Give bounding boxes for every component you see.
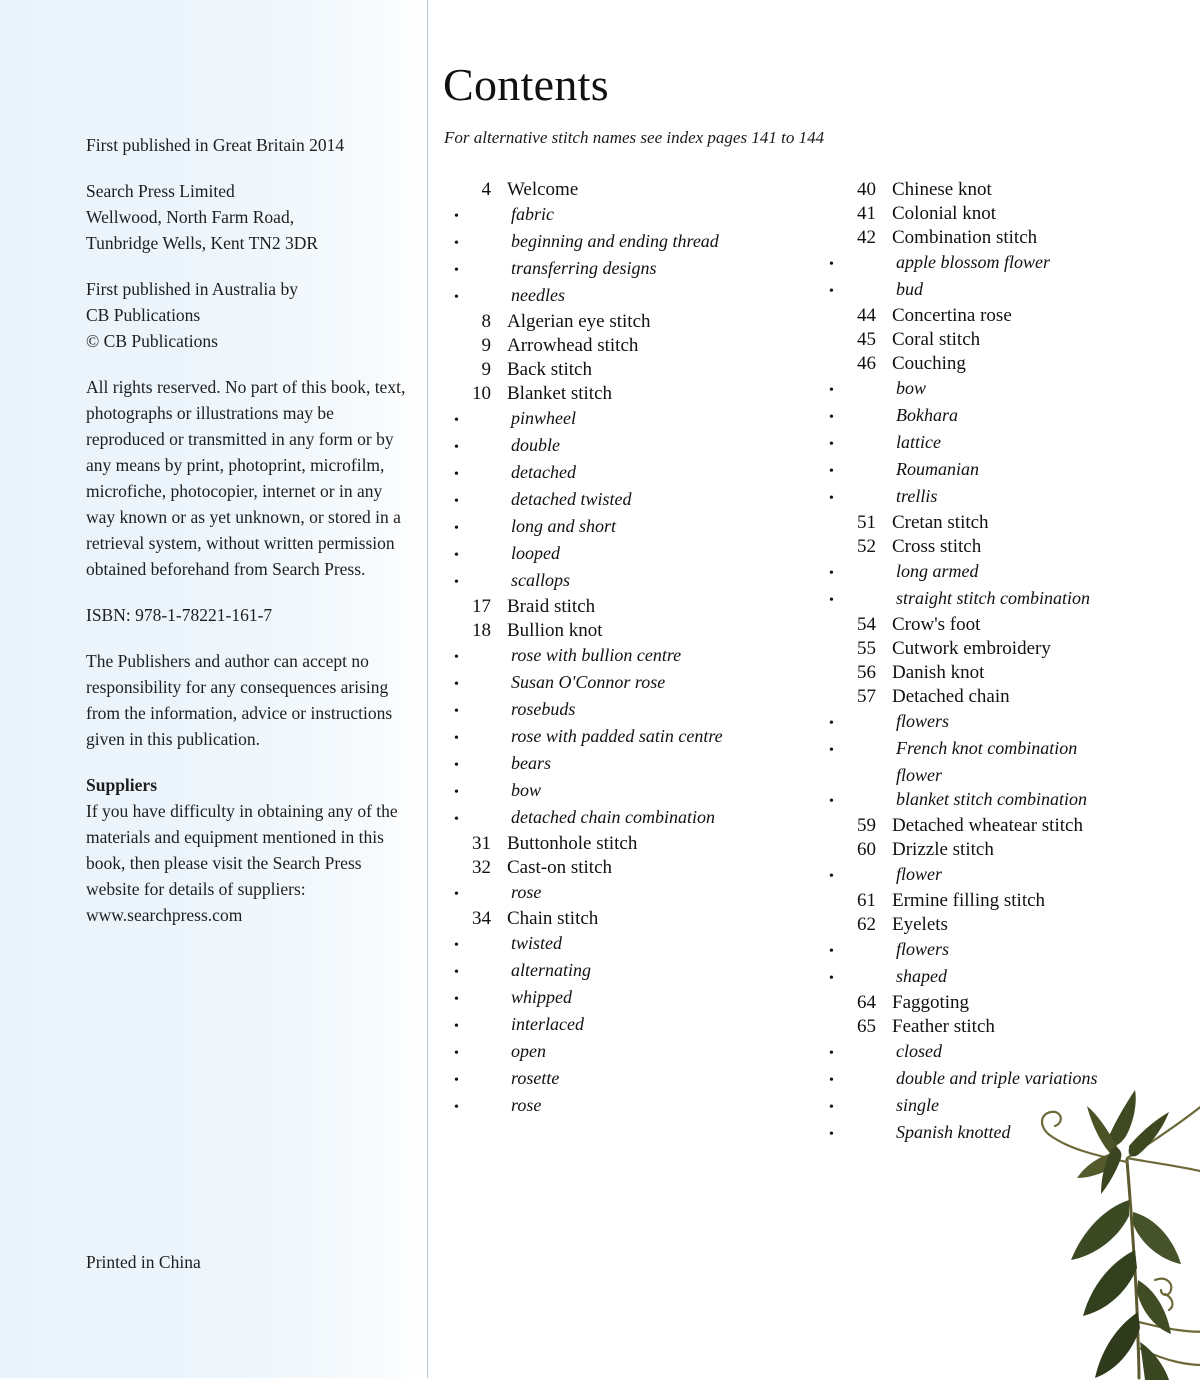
all-rights-reserved: All rights reserved. No part of this book, text, photographs or illustrations may be reproduced or transmitted in any form or by any means by print, photoprint, microfilm, microfiche, photocopier, internet or in any way known or as yet unknown, or stored in a retrieval system, without written permission obtained beforehand from Search Press.: [86, 377, 406, 579]
toc-entry-title: Danish knot: [892, 662, 985, 683]
toc-subentry-label: rose with padded satin centre: [511, 726, 723, 746]
toc-subentry-label: rosette: [511, 1068, 560, 1088]
bullet-icon: •: [454, 731, 459, 746]
first-published-uk: First published in Great Britain 2014: [86, 135, 345, 155]
toc-subentry[interactable]: [439, 880, 814, 907]
toc-entry-page: 64: [857, 992, 876, 1013]
toc-entry[interactable]: [814, 613, 1199, 637]
toc-entry[interactable]: [814, 304, 1199, 328]
toc-subentry-label: flowers: [896, 711, 950, 731]
toc-entry-title: Ermine filling stitch: [892, 890, 1046, 911]
toc-subentry-gutter: [439, 202, 491, 229]
toc-subentry-gutter: [439, 697, 491, 724]
toc-subentry-gutter: [814, 1066, 876, 1093]
toc-column-1: [429, 178, 814, 1147]
toc-subentry-label: rose with bullion centre: [511, 645, 682, 665]
toc-subentry[interactable]: [439, 541, 814, 568]
toc-subentry-gutter: [439, 514, 491, 541]
toc-entry[interactable]: [814, 889, 1199, 913]
toc-entry-page: 51: [857, 512, 876, 533]
toc-subentry-gutter: [439, 433, 491, 460]
toc-entry-page: 60: [857, 839, 876, 860]
toc-entry-page: 9: [481, 359, 491, 380]
toc-subentry[interactable]: [814, 736, 1199, 763]
bullet-icon: •: [829, 566, 834, 581]
toc-subentry-label: twisted: [511, 933, 563, 953]
toc-subentry[interactable]: [439, 670, 814, 697]
toc-subentry-gutter: [814, 787, 876, 814]
publisher-name: Search Press Limited: [86, 181, 235, 201]
toc-subentry-gutter: [439, 283, 491, 310]
toc-subentry-label: alternating: [511, 960, 591, 980]
toc-subentry-label: long and short: [511, 516, 617, 536]
toc-entry[interactable]: [814, 1015, 1199, 1039]
contents-note: For alternative stitch names see index pages 141 to 144: [444, 128, 825, 147]
bullet-icon: •: [829, 464, 834, 479]
toc-subentry-gutter: [439, 880, 491, 907]
toc-subentry[interactable]: [439, 778, 814, 805]
toc-subentry-gutter: [439, 751, 491, 778]
toc-subentry-gutter: [814, 403, 876, 430]
publisher-disclaimer: The Publishers and author can accept no responsibility for any consequences arising from the information, advice or instructions given in this publication.: [86, 651, 393, 749]
toc-subentry-gutter: [439, 643, 491, 670]
toc-subentry[interactable]: [439, 460, 814, 487]
toc-entry[interactable]: [439, 358, 814, 382]
toc-subentry[interactable]: [439, 1039, 814, 1066]
toc-subentry[interactable]: [439, 985, 814, 1012]
toc-columns: [429, 178, 1200, 1147]
toc-subentry-gutter: [439, 487, 491, 514]
toc-subentry[interactable]: [814, 709, 1199, 736]
imprint-panel: [0, 0, 428, 1378]
toc-entry[interactable]: [814, 352, 1199, 376]
toc-column-2: [814, 178, 1199, 1147]
toc-subentry-label: French knot combination: [896, 738, 1078, 758]
bullet-icon: •: [829, 284, 834, 299]
toc-entry-title: Bullion knot: [507, 620, 603, 641]
toc-subentry-gutter: [814, 736, 876, 763]
toc-entry[interactable]: [814, 814, 1199, 838]
toc-entry-page: 8: [481, 311, 491, 332]
bullet-icon: •: [454, 521, 459, 536]
toc-subentry-gutter: [814, 250, 876, 277]
toc-entry-title: Chinese knot: [892, 179, 992, 200]
toc-entry-title: Drizzle stitch: [892, 839, 994, 860]
bullet-icon: •: [454, 704, 459, 719]
suppliers-heading: Suppliers: [86, 775, 157, 795]
toc-subentry-gutter: [439, 985, 491, 1012]
toc-subentry[interactable]: [814, 484, 1199, 511]
toc-subentry-label: single: [896, 1095, 939, 1115]
bullet-icon: •: [454, 467, 459, 482]
bullet-icon: •: [454, 785, 459, 800]
toc-subentry[interactable]: [439, 256, 814, 283]
toc-subentry-gutter: [814, 484, 876, 511]
bullet-icon: •: [454, 494, 459, 509]
toc-subentry[interactable]: [814, 403, 1199, 430]
toc-entry[interactable]: [814, 838, 1199, 862]
toc-subentry-gutter: [814, 1120, 876, 1147]
toc-subentry[interactable]: [814, 376, 1199, 403]
toc-entry-title: Cast-on stitch: [507, 857, 613, 878]
bullet-icon: •: [454, 1073, 459, 1088]
toc-subentry[interactable]: [439, 229, 814, 256]
toc-entry[interactable]: [439, 178, 814, 202]
page-title: Contents: [443, 59, 609, 110]
bullet-icon: •: [829, 794, 834, 809]
toc-entry-page: 65: [857, 1016, 876, 1037]
isbn: ISBN: 978-1-78221-161-7: [86, 605, 273, 625]
toc-subentry-label: long armed: [896, 561, 979, 581]
toc-entry-page: 32: [472, 857, 491, 878]
toc-subentry-gutter: [439, 541, 491, 568]
toc-subentry-label: trellis: [896, 486, 938, 506]
bullet-icon: •: [829, 944, 834, 959]
toc-subentry-gutter: [814, 586, 876, 613]
toc-subentry-gutter: [439, 1093, 491, 1120]
toc-entry-title: Cretan stitch: [892, 512, 989, 533]
toc-subentry-gutter: [814, 457, 876, 484]
toc-subentry[interactable]: [814, 787, 1199, 814]
toc-subentry-label: detached: [511, 462, 576, 482]
toc-subentry[interactable]: [814, 964, 1199, 991]
bullet-icon: •: [454, 575, 459, 590]
toc-subentry[interactable]: [439, 724, 814, 751]
toc-entry-title: Cutwork embroidery: [892, 638, 1051, 659]
bullet-icon: •: [829, 716, 834, 731]
suppliers-text: [86, 798, 406, 928]
toc-subentry-label: closed: [896, 1041, 942, 1061]
toc-subentry-label: Roumanian: [896, 459, 979, 479]
publisher-city: Tunbridge Wells, Kent TN2 3DR: [86, 233, 319, 253]
toc-subentry[interactable]: [814, 457, 1199, 484]
toc-subentry[interactable]: [439, 487, 814, 514]
toc-entry-page: 40: [857, 179, 876, 200]
toc-entry-page: 55: [857, 638, 876, 659]
toc-entry[interactable]: [439, 334, 814, 358]
toc-subentry-label: flowers: [896, 939, 950, 959]
toc-entry-title: Couching: [892, 353, 966, 374]
toc-entry-page: 41: [857, 203, 876, 224]
toc-subentry[interactable]: [814, 763, 1199, 787]
toc-entry-title: Back stitch: [507, 359, 592, 380]
toc-subentry[interactable]: [439, 1012, 814, 1039]
toc-subentry-gutter: [439, 1012, 491, 1039]
bullet-icon: •: [829, 437, 834, 452]
australia-line-2: CB Publications: [86, 305, 201, 325]
toc-subentry-label: lattice: [896, 432, 941, 452]
toc-subentry-label: transferring designs: [511, 258, 657, 278]
toc-subentry-gutter: [439, 256, 491, 283]
toc-entry-page: 56: [857, 662, 876, 683]
toc-entry[interactable]: [439, 856, 814, 880]
toc-subentry-gutter: [814, 376, 876, 403]
toc-subentry[interactable]: [439, 283, 814, 310]
toc-subentry[interactable]: [814, 430, 1199, 457]
toc-subentry[interactable]: [439, 433, 814, 460]
toc-subentry[interactable]: [439, 805, 814, 832]
bullet-icon: •: [829, 869, 834, 884]
australia-publisher: [86, 276, 406, 354]
toc-entry[interactable]: [439, 382, 814, 406]
toc-subentry-label: bow: [896, 378, 927, 398]
toc-subentry-gutter: [439, 229, 491, 256]
toc-subentry-label: bow: [511, 780, 542, 800]
toc-entry[interactable]: [814, 328, 1199, 352]
toc-entry[interactable]: [814, 685, 1199, 709]
toc-subentry-label: rosebuds: [511, 699, 576, 719]
bullet-icon: •: [454, 650, 459, 665]
toc-subentry-gutter: [439, 568, 491, 595]
toc-entry-page: 57: [857, 686, 876, 707]
bullet-icon: •: [454, 209, 459, 224]
toc-subentry[interactable]: [439, 202, 814, 229]
toc-subentry[interactable]: [814, 1093, 1199, 1120]
toc-entry-page: 34: [472, 908, 491, 929]
bullet-icon: •: [829, 971, 834, 986]
toc-subentry-label: fabric: [511, 204, 554, 224]
toc-subentry-gutter: [439, 406, 491, 433]
toc-entry[interactable]: [814, 178, 1199, 202]
toc-entry-title: Coral stitch: [892, 329, 981, 350]
toc-entry-title: Chain stitch: [507, 908, 599, 929]
toc-subentry[interactable]: [439, 697, 814, 724]
toc-subentry-gutter: [439, 460, 491, 487]
bullet-icon: •: [829, 491, 834, 506]
toc-subentry-label: scallops: [511, 570, 571, 590]
toc-entry[interactable]: [814, 202, 1199, 226]
toc-subentry-label: flower: [896, 765, 943, 785]
toc-subentry[interactable]: [439, 931, 814, 958]
toc-subentry-gutter: [439, 1039, 491, 1066]
bullet-icon: •: [454, 812, 459, 827]
imprint-text-block: [86, 132, 406, 948]
toc-subentry-label: detached chain combination: [511, 807, 715, 827]
toc-subentry-label: double: [511, 435, 560, 455]
toc-subentry-label: Susan O'Connor rose: [511, 672, 666, 692]
toc-entry-title: Detached chain: [892, 686, 1010, 707]
toc-subentry[interactable]: [439, 514, 814, 541]
toc-entry-title: Welcome: [507, 179, 579, 200]
toc-subentry-label: whipped: [511, 987, 572, 1007]
toc-subentry[interactable]: [814, 559, 1199, 586]
toc-entry-title: Algerian eye stitch: [507, 311, 651, 332]
toc-entry-title: Feather stitch: [892, 1016, 995, 1037]
bullet-icon: •: [454, 290, 459, 305]
bullet-icon: •: [829, 383, 834, 398]
toc-subentry-label: apple blossom flower: [896, 252, 1051, 272]
toc-subentry-label: blanket stitch combination: [896, 789, 1087, 809]
bullet-icon: •: [454, 677, 459, 692]
toc-entry-title: Faggoting: [892, 992, 970, 1013]
toc-subentry-gutter: [439, 805, 491, 832]
toc-subentry[interactable]: [814, 1066, 1199, 1093]
toc-entry-title: Crow's foot: [892, 614, 981, 635]
toc-subentry[interactable]: [814, 277, 1199, 304]
toc-subentry[interactable]: [439, 1066, 814, 1093]
suppliers-url: www.searchpress.com: [86, 905, 243, 925]
bullet-icon: •: [454, 938, 459, 953]
bullet-icon: •: [829, 1046, 834, 1061]
toc-subentry-gutter: [814, 559, 876, 586]
toc-subentry[interactable]: [814, 1120, 1199, 1147]
toc-entry[interactable]: [439, 595, 814, 619]
toc-subentry-label: needles: [511, 285, 565, 305]
bullet-icon: •: [829, 593, 834, 608]
toc-subentry[interactable]: [814, 937, 1199, 964]
bullet-icon: •: [454, 263, 459, 278]
toc-subentry-label: interlaced: [511, 1014, 584, 1034]
toc-subentry-gutter: [814, 277, 876, 304]
toc-entry-title: Concertina rose: [892, 305, 1012, 326]
bullet-icon: •: [829, 257, 834, 272]
toc-entry-page: 42: [857, 227, 876, 248]
toc-subentry-gutter: [814, 709, 876, 736]
bullet-icon: •: [829, 1073, 834, 1088]
bullet-icon: •: [454, 548, 459, 563]
toc-subentry-gutter: [814, 937, 876, 964]
toc-subentry[interactable]: [439, 1093, 814, 1120]
toc-subentry-label: Spanish knotted: [896, 1122, 1011, 1142]
toc-entry-page: 10: [472, 383, 491, 404]
bullet-icon: •: [829, 743, 834, 758]
toc-subentry[interactable]: [439, 568, 814, 595]
bullet-icon: •: [454, 1019, 459, 1034]
toc-subentry-gutter: [814, 1093, 876, 1120]
toc-subentry-label: open: [511, 1041, 546, 1061]
toc-subentry[interactable]: [814, 250, 1199, 277]
toc-entry-page: 44: [857, 305, 876, 326]
toc-subentry[interactable]: [814, 1039, 1199, 1066]
suppliers-body: If you have difficulty in obtaining any of the materials and equipment mentioned in this book, then please visit the Search Press website for details of suppliers:: [86, 801, 398, 899]
toc-subentry-label: bud: [896, 279, 923, 299]
bullet-icon: •: [454, 1046, 459, 1061]
toc-subentry[interactable]: [439, 751, 814, 778]
toc-entry-title: Buttonhole stitch: [507, 833, 638, 854]
toc-subentry-gutter: [814, 430, 876, 457]
toc-subentry-gutter: [439, 670, 491, 697]
australia-line-1: First published in Australia by: [86, 279, 298, 299]
toc-subentry-gutter: [439, 1066, 491, 1093]
bullet-icon: •: [829, 1127, 834, 1142]
toc-entry[interactable]: [439, 310, 814, 334]
toc-entry-title: Eyelets: [892, 914, 948, 935]
toc-entry-page: 17: [472, 596, 491, 617]
toc-subentry-label: detached twisted: [511, 489, 632, 509]
toc-entry-page: 46: [857, 353, 876, 374]
toc-entry-title: Cross stitch: [892, 536, 982, 557]
toc-subentry-label: pinwheel: [511, 408, 576, 428]
publisher-street: Wellwood, North Farm Road,: [86, 207, 295, 227]
toc-subentry-label: straight stitch combination: [896, 588, 1091, 608]
toc-subentry-label: double and triple variations: [896, 1068, 1098, 1088]
toc-subentry-gutter: [439, 778, 491, 805]
publisher-address: [86, 178, 406, 256]
bullet-icon: •: [454, 887, 459, 902]
toc-entry-page: 31: [472, 833, 491, 854]
toc-subentry-gutter: [814, 964, 876, 991]
toc-entry[interactable]: [814, 661, 1199, 685]
toc-entry-title: Detached wheatear stitch: [892, 815, 1083, 836]
toc-entry-page: 52: [857, 536, 876, 557]
toc-entry-title: Arrowhead stitch: [507, 335, 639, 356]
bullet-icon: •: [829, 1100, 834, 1115]
toc-entry-page: 54: [857, 614, 876, 635]
bullet-icon: •: [454, 440, 459, 455]
toc-entry-title: Colonial knot: [892, 203, 996, 224]
toc-entry-page: 59: [857, 815, 876, 836]
toc-entry[interactable]: [814, 991, 1199, 1015]
toc-entry-page: 4: [481, 179, 491, 200]
toc-entry-page: 18: [472, 620, 491, 641]
toc-subentry-label: flower: [896, 864, 943, 884]
toc-entry-page: 9: [481, 335, 491, 356]
toc-subentry-label: rose: [511, 882, 542, 902]
toc-subentry[interactable]: [439, 958, 814, 985]
bullet-icon: •: [829, 410, 834, 425]
toc-subentry-label: Bokhara: [896, 405, 958, 425]
toc-entry-page: 61: [857, 890, 876, 911]
toc-subentry-gutter: [814, 862, 876, 889]
toc-entry-title: Braid stitch: [507, 596, 596, 617]
toc-subentry-label: rose: [511, 1095, 542, 1115]
toc-subentry[interactable]: [814, 862, 1199, 889]
toc-entry-page: 62: [857, 914, 876, 935]
toc-entry[interactable]: [814, 535, 1199, 559]
toc-entry[interactable]: [814, 913, 1199, 937]
toc-subentry-label: beginning and ending thread: [511, 231, 719, 251]
toc-entry-page: 45: [857, 329, 876, 350]
toc-subentry[interactable]: [814, 586, 1199, 613]
contents-panel: [429, 0, 1200, 1378]
toc-entry-title: Blanket stitch: [507, 383, 613, 404]
toc-entry[interactable]: [814, 637, 1199, 661]
toc-subentry-label: shaped: [896, 966, 947, 986]
toc-subentry[interactable]: [439, 643, 814, 670]
toc-subentry[interactable]: [439, 406, 814, 433]
bullet-icon: •: [454, 965, 459, 980]
toc-subentry-gutter: [439, 724, 491, 751]
bullet-icon: •: [454, 992, 459, 1007]
bullet-icon: •: [454, 1100, 459, 1115]
toc-entry-title: Combination stitch: [892, 227, 1038, 248]
toc-subentry-gutter: [439, 958, 491, 985]
toc-subentry-gutter: [814, 1039, 876, 1066]
bullet-icon: •: [454, 236, 459, 251]
toc-entry[interactable]: [814, 511, 1199, 535]
toc-subentry-gutter: [439, 931, 491, 958]
toc-subentry-label: looped: [511, 543, 560, 563]
copyright-line: © CB Publications: [86, 331, 218, 351]
toc-entry[interactable]: [439, 832, 814, 856]
toc-entry[interactable]: [439, 619, 814, 643]
printed-in: Printed in China: [86, 1252, 201, 1272]
toc-entry[interactable]: [814, 226, 1199, 250]
bullet-icon: •: [454, 758, 459, 773]
bullet-icon: •: [454, 413, 459, 428]
toc-entry[interactable]: [439, 907, 814, 931]
toc-subentry-label: bears: [511, 753, 551, 773]
